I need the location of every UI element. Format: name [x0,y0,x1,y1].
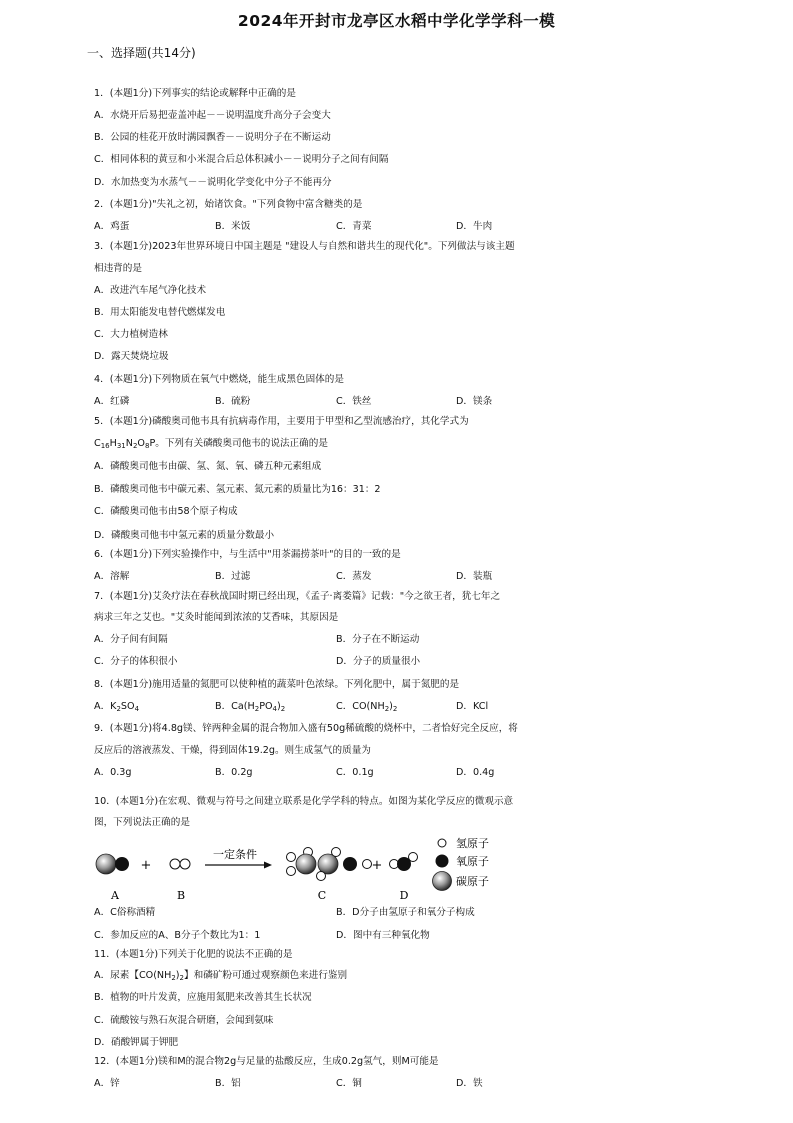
q4-option-c: C．铁丝 [336,396,372,407]
q11-stem: 11．(本题1分)下列关于化肥的说法不正确的是 [94,949,293,960]
q7-stem-line1: 7．(本题1分)艾灸疗法在春秋战国时期已经出现，《孟子·离娄篇》记载："今之欲王者，犹七年之 [94,591,501,602]
label-c: C [317,889,327,902]
carbon-atom [96,854,116,874]
q10-option-b: B．D分子由氢原子和氧分子构成 [336,907,475,918]
q6-option-d: D．装瓶 [456,571,493,582]
q6-stem: 6．(本题1分)下列实验操作中，与生活中"用茶漏捞茶叶"的目的一致的是 [94,549,401,560]
q11-option-b: B．植物的叶片发黄，应施用氮肥来改善其生长状况 [94,992,312,1003]
hydrogen-atom [317,872,326,881]
q5-formula: $C_{16}H_{31}N_2O_8P$ [94,438,156,450]
q4-option-b: B．硫粉 [215,396,251,407]
q9-option-b: B．0.2g [215,767,253,778]
q9-option-a: A．0.3g [94,767,132,778]
hydrogen-atom [409,853,418,862]
q7-option-d: D．分子的质量很小 [336,656,421,667]
plus-sign-1: + [140,858,152,873]
legend-hydrogen-icon [438,839,446,847]
q4-option-a: A．红磷 [94,396,130,407]
q11-option-a: A．尿素【$CO(NH_2)_2$】和磷矿粉可通过观察颜色来进行鉴别 [94,970,348,982]
arrow-head [264,862,272,869]
q6-option-a: A．溶解 [94,571,130,582]
reaction-diagram [88,832,508,906]
q12-option-b: B．铝 [215,1078,241,1089]
q8-option-b: B．$Ca(H_2PO_4)_2$ [215,701,286,713]
q7-stem-line2: 病求三年之艾也。"艾灸时能闻到浓浓的艾香味，其原因是 [94,612,339,623]
label-a: A [111,889,119,902]
q2-option-b: B．米饭 [215,221,251,232]
q9-option-c: C．0.1g [336,767,374,778]
q6-option-b: B．过滤 [215,571,251,582]
molecule-c [287,848,372,881]
oxygen-atom [115,857,129,871]
q5-option-d: D．磷酸奥司他韦中氢元素的质量分数最小 [94,530,275,541]
legend [433,836,490,891]
label-d: D [399,889,409,902]
q9-stem-line1: 9．(本题1分)将4.8g镁、锌两种金属的混合物加入盛有50g稀硫酸的烧杯中，二者恰好完全反应，将 [94,723,518,734]
q12-option-a: A．锌 [94,1078,120,1089]
q5-option-b: B．磷酸奥司他韦中碳元素、氢元素、氮元素的质量比为16：31：2 [94,484,381,495]
q7-option-c: C．分子的体积很小 [94,656,178,667]
hydrogen-atom [287,867,296,876]
hydrogen-atom [363,860,372,869]
q3-stem-line2: 相违背的是 [94,263,142,274]
q4-stem: 4．(本题1分)下列物质在氧气中燃烧，能生成黑色固体的是 [94,374,344,385]
q8-option-d: D．KCl [456,701,489,712]
label-b: B [176,889,186,902]
q3-option-d: D．露天焚烧垃圾 [94,351,169,362]
q9-option-d: D．0.4g [456,767,495,778]
q2-option-d: D．牛肉 [456,221,493,232]
q3-stem-line1: 3．(本题1分)2023年世界环境日中国主题是 "建设人与自然和谐共生的现代化"。下列做法与该主题 [94,241,515,252]
q7-option-b: B．分子在不断运动 [336,634,420,645]
q5-stem-line2: $C_{16}H_{31}N_2O_8P$。下列有关磷酸奥司他韦的说法正确的是 [94,438,328,450]
q8-option-a: A．$K_2SO_4$ [94,701,140,713]
q5-stem-line1: 5．(本题1分)磷酸奥司他韦具有抗病毒作用，主要用于甲型和乙型流感治疗，其化学式为 [94,416,469,427]
carbon-atom [296,854,316,874]
q3-option-b: B．用太阳能发电替代燃煤发电 [94,307,226,318]
molecule-a [96,854,129,874]
molecule-d [390,853,418,872]
q4-option-d: D．镁条 [456,396,493,407]
q1-option-a: A．水烧开后易把壶盖冲起－－说明温度升高分子会变大 [94,110,331,121]
legend-carbon-icon [433,872,452,891]
q6-option-c: C．蒸发 [336,571,372,582]
q1-option-d: D．水加热变为水蒸气－－说明化学变化中分子不能再分 [94,177,332,188]
legend-hydrogen-label: 氢原子 [456,837,489,850]
q12-option-c: C．铜 [336,1078,362,1089]
arrow-label: 一定条件 [213,848,257,861]
plus-sign-2: + [371,858,383,873]
q8-option-c: C．$CO(NH_2)_2$ [336,701,398,713]
q2-stem: 2．(本题1分)"失礼之初，始诸饮食。"下列食物中富含糖类的是 [94,199,363,210]
q7-option-a: A．分子间有间隔 [94,634,168,645]
q11-option-c: C．硫酸铵与熟石灰混合研磨，会闻到氨味 [94,1015,274,1026]
q10-option-a: A．C俗称酒精 [94,907,156,918]
q12-option-d: D．铁 [456,1078,483,1089]
q12-stem: 12．(本题1分)镁和M的混合物2g与足量的盐酸反应，生成0.2g氢气，则M可能是 [94,1056,439,1067]
q1-option-b: B．公园的桂花开放时满园飘香－－说明分子在不断运动 [94,132,331,143]
q5-option-a: A．磷酸奥司他韦由碳、氢、氮、氧、磷五种元素组成 [94,461,322,472]
q2-option-a: A．鸡蛋 [94,221,130,232]
q8-stem: 8．(本题1分)施用适量的氮肥可以使种植的蔬菜叶色浓绿。下列化肥中，属于氮肥的是 [94,679,460,690]
q10-option-c: C．参加反应的A、B分子个数比为1：1 [94,930,261,941]
hydrogen-atom [180,859,190,869]
oxygen-atom [343,857,357,871]
hydrogen-atom [287,853,296,862]
q1-option-c: C．相同体积的黄豆和小米混合后总体积减小－－说明分子之间有间隔 [94,154,389,165]
section-heading: 一、选择题(共14分) [87,46,196,60]
page-title: 2024年开封市龙亭区水稻中学化学学科一模 [237,12,556,30]
q9-stem-line2: 反应后的溶液蒸发、干燥，得到固体19.2g。则生成氢气的质量为 [94,745,371,756]
q10-stem-line1: 10．(本题1分)在宏观、微观与符号之间建立联系是化学学科的特点。如图为某化学反应的微观示意 [94,796,514,807]
q10-option-d: D．图中有三种氧化物 [336,930,430,941]
q11-option-d: D．硝酸钾属于钾肥 [94,1037,179,1048]
q3-option-c: C．大力植树造林 [94,329,168,340]
q5-option-c: C．磷酸奥司他韦由58个原子构成 [94,506,238,517]
legend-oxygen-icon [436,855,449,868]
molecule-b [170,859,190,869]
q2-option-c: C．青菜 [336,221,372,232]
q10-stem-line2: 图，下列说法正确的是 [94,817,190,828]
legend-carbon-label: 碳原子 [456,875,489,888]
q1-stem: 1．(本题1分)下列事实的结论或解释中正确的是 [94,88,296,99]
hydrogen-atom [170,859,180,869]
legend-oxygen-label: 氧原子 [456,855,489,868]
q3-option-a: A．改进汽车尾气净化技术 [94,285,207,296]
